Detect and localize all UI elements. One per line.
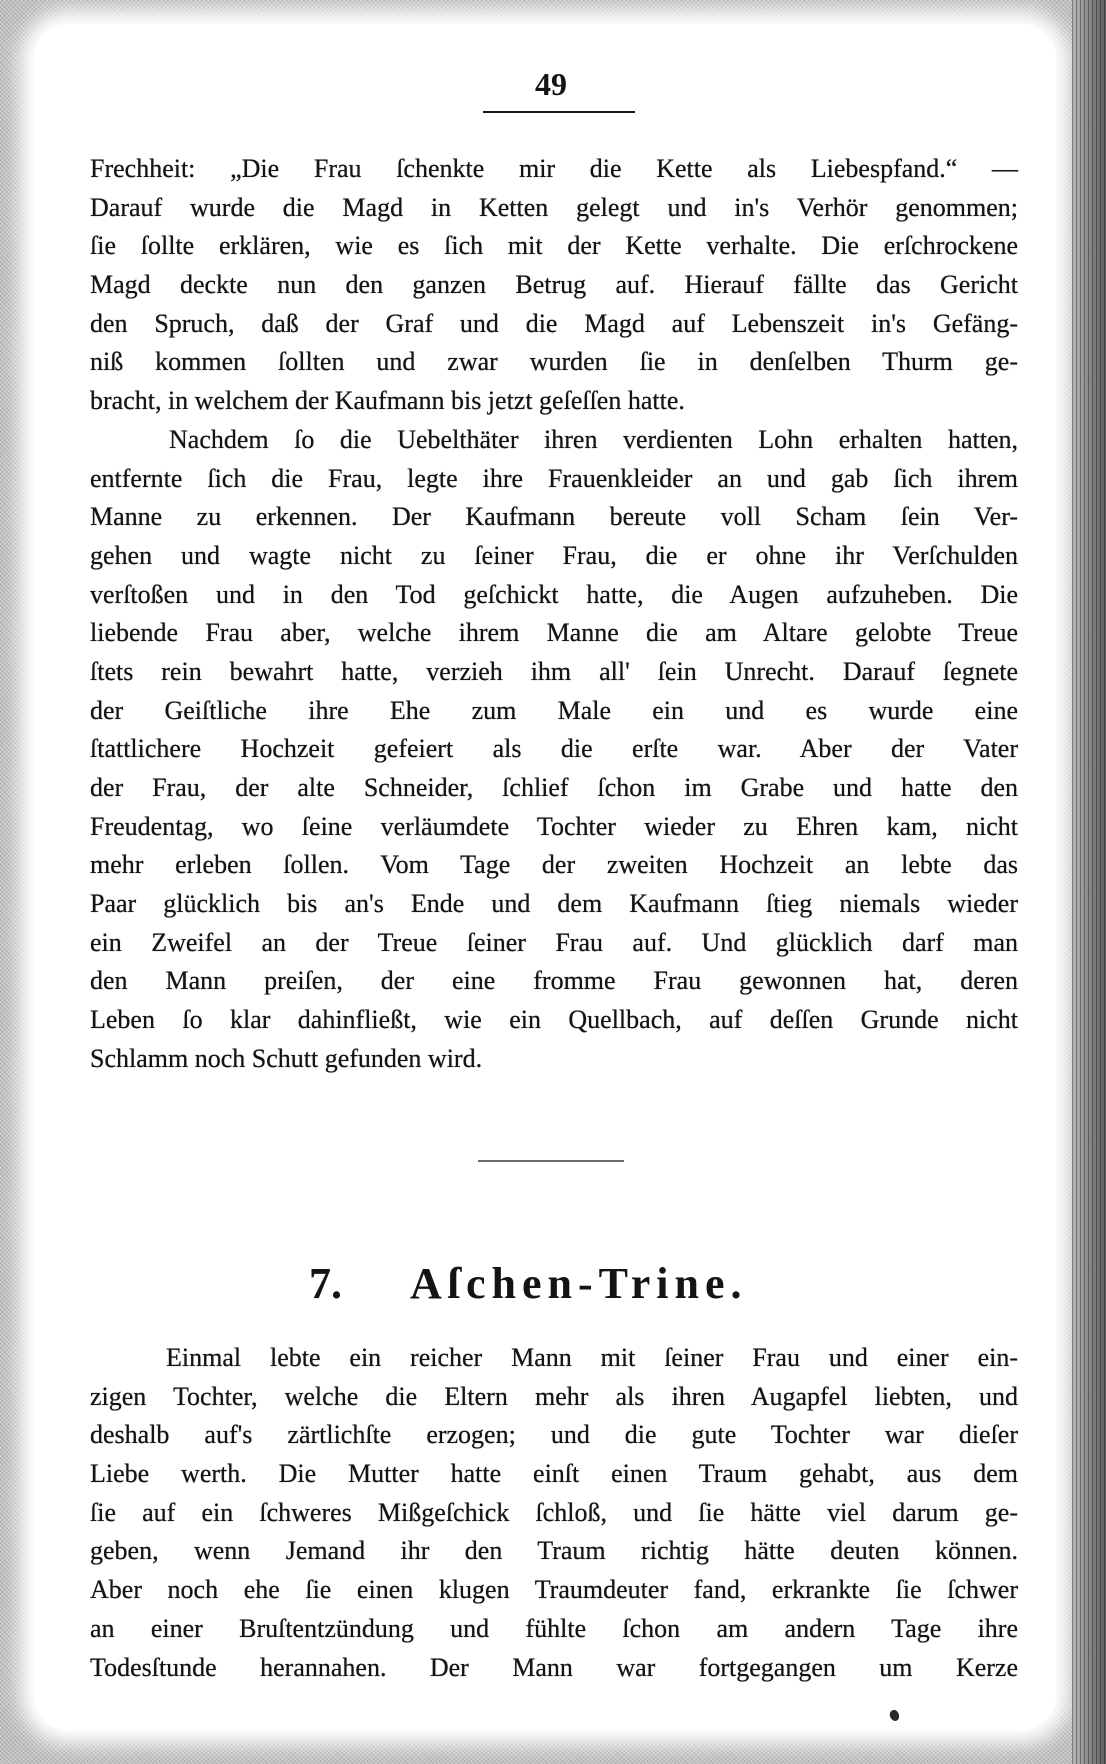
text-line: Einmal lebte ein reicher Mann mit ſeiner Frau und einer ein- [166, 1343, 1018, 1372]
text-line: Liebe werth. Die Mutter hatte einſt einen Traum gehabt, aus dem [90, 1459, 1018, 1489]
text-line: ein Zweifel an der Treue ſeiner Frau auf. Und glücklich darf man [90, 927, 1018, 957]
text-line: Magd deckte nun den ganzen Betrug auf. Hierauf fällte das Gericht [90, 270, 1018, 300]
text-line: deshalb auf's zärtlichſte erzogen; und die gute Tochter war dieſer [90, 1420, 1018, 1450]
page-number: 49 [535, 66, 567, 102]
story-start-text [90, 1339, 1018, 1687]
text-line: Aber noch ehe ſie einen klugen Traumdeuter fand, erkrankte ſie ſchwer [90, 1575, 1018, 1605]
text-line: Darauf wurde die Magd in Ketten gelegt und in's Verhör genommen; [90, 192, 1018, 222]
text-line: liebende Frau aber, welche ihrem Manne die am Altare gelobte Treue [90, 618, 1018, 648]
text-line: niß kommen ſollten und zwar wurden ſie in denſelben Thurm ge- [90, 347, 1018, 377]
text-line: ſie ſollte erklären, wie es ſich mit der Kette verhalte. Die erſchrockene [90, 231, 1018, 261]
text-line: ſtets rein bewahrt hatte, verzieh ihm all' ſein Unrecht. Darauf ſegnete [90, 656, 1018, 686]
text-line: Todesſtunde herannahen. Der Mann war fortgegangen um Kerze [90, 1652, 1018, 1682]
text-line: Paar glücklich bis an's Ende und dem Kaufmann ſtieg niemals wieder [90, 889, 1018, 919]
scan-edge-right [1072, 0, 1106, 1764]
chapter-title: Aſchen-Trine. [410, 1259, 748, 1308]
text-line: Frechheit: „Die Frau ſchenkte mir die Kette als Liebespfand.“ — [90, 154, 1018, 183]
text-line: mehr erleben ſollen. Vom Tage der zweiten Hochzeit an lebte das [90, 850, 1018, 880]
text-line: der Geiſtliche ihre Ehe zum Male ein und es wurde eine [90, 695, 1018, 725]
chapter-number: 7. [309, 1259, 342, 1308]
story-end-text [90, 150, 1018, 1079]
text-line: Nachdem ſo die Uebelthäter ihren verdienten Lohn erhalten hatten, [169, 424, 1018, 454]
text-line: den Mann preiſen, der eine fromme Frau gewonnen hat, deren [90, 966, 1018, 996]
text-line: Schlamm noch Schutt gefunden wird. [90, 1043, 483, 1073]
section-divider [478, 1160, 624, 1162]
page-number-rule [483, 111, 635, 113]
text-line: Manne zu erkennen. Der Kaufmann bereute voll Scham ſein Ver- [90, 502, 1018, 532]
text-line: ſtattlichere Hochzeit gefeiert als die erſte war. Aber der Vater [90, 734, 1018, 764]
text-line: geben, wenn Jemand ihr den Traum richtig hätte deuten können. [90, 1536, 1018, 1566]
text-line: bracht, in welchem der Kaufmann bis jetzt geſeſſen hatte. [90, 386, 685, 416]
text-line: zigen Tochter, welche die Eltern mehr als ihren Augapfel liebten, und [90, 1381, 1018, 1411]
text-line: ſie auf ein ſchweres Mißgeſchick ſchloß, und ſie hätte viel darum ge- [90, 1497, 1018, 1527]
text-line: Leben ſo klar dahinfließt, wie ein Quellbach, auf deſſen Grunde nicht [90, 1005, 1018, 1035]
text-line: der Frau, der alte Schneider, ſchlief ſchon im Grabe und hatte den [90, 773, 1018, 802]
text-line: verſtoßen und in den Tod geſchickt hatte, die Augen aufzuheben. Die [90, 579, 1018, 609]
text-line: den Spruch, daß der Graf und die Magd auf Lebenszeit in's Gefäng- [90, 308, 1018, 338]
text-line: an einer Bruſtentzündung und fühlte ſchon am andern Tage ihre [90, 1613, 1018, 1643]
text-line: entfernte ſich die Frau, legte ihre Frauenkleider an und gab ſich ihrem [90, 463, 1018, 493]
text-line: Freudentag, wo ſeine verläumdete Tochter wieder zu Ehren kam, nicht [90, 811, 1018, 841]
text-line: gehen und wagte nicht zu ſeiner Frau, die er ohne ihr Verſchulden [90, 540, 1018, 570]
